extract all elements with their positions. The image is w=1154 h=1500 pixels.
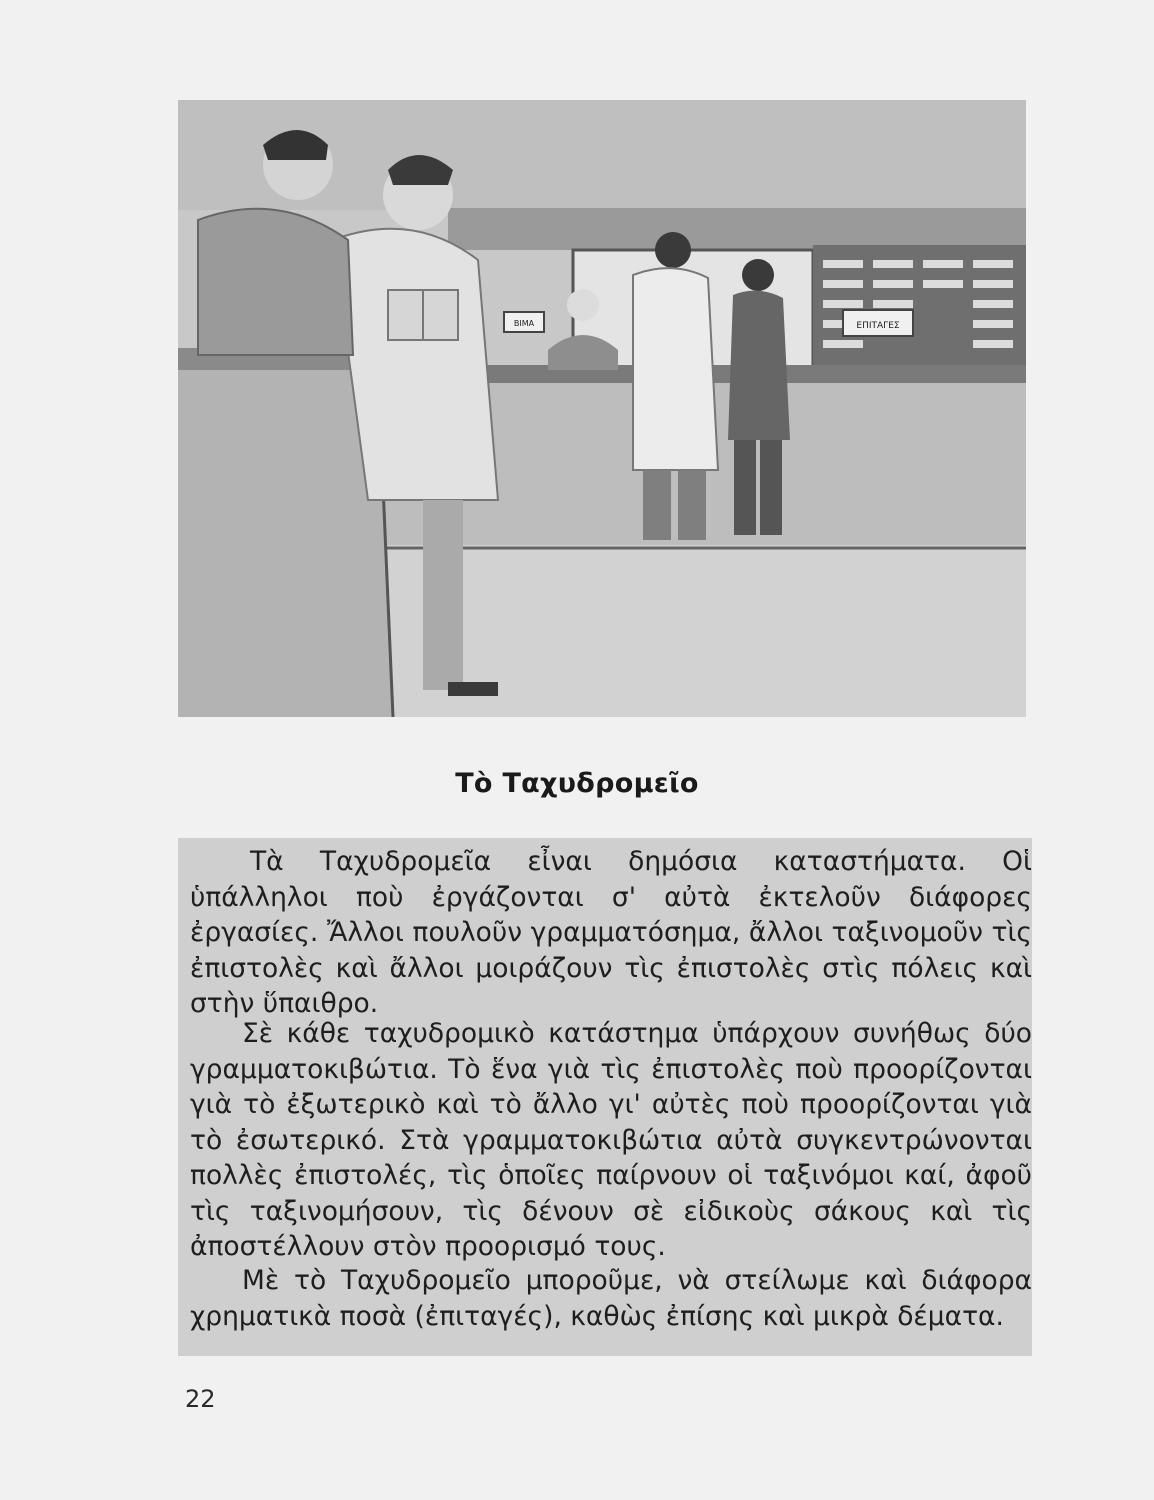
post-office-scene-icon bbox=[178, 100, 1026, 717]
sign-epitages: ΕΠΙΤΑΓΕΣ bbox=[856, 321, 900, 331]
paragraph-3: Μὲ τὸ Ταχυδρομεῖο μποροῦμε, νὰ στείλωμε καὶ διάφορα χρηματικὰ ποσὰ (ἐπιταγές), καθὼς ἐπίσης καὶ μικρὰ δέματα. bbox=[190, 1265, 1032, 1332]
paragraph-1: Τὰ Ταχυδρομεῖα εἶναι δημόσια καταστήματα. Οἱ ὑπάλληλοι ποὺ ἐργάζονται σ' αὐτὰ ἐκτελοῦν διάφορες ἐργασίες. Ἄλλοι πουλοῦν γραμματόσημα, ἄλλοι ταξινομοῦν τὶς ἐπιστολὲς καὶ ἄλλοι μοιράζουν τὶς ἐπιστολὲς στὶς πόλεις καὶ στὴν ὕπαιθρο. bbox=[190, 846, 1032, 1019]
paragraph-2: Σὲ κάθε ταχυδρομικὸ κατάστημα ὑπάρχουν συνήθως δύο γραμματοκιβώτια. Τὸ ἕνα γιὰ τὶς ἐπιστολὲς ποὺ προορίζονται γιὰ τὸ ἐξωτερικὸ καὶ τὸ ἄλλο γι' αὐτὲς ποὺ προορίζονται γιὰ τὸ ἐσωτερικό. Στὰ γραμματοκιβώτια αὐτὰ συγκεντρώνονται πολλὲς ἐπιστολές, τὶς ὁποῖες παίρνουν οἱ ταξινόμοι καί, ἀφοῦ τὶς ταξινομήσουν, τὶς δένουν σὲ εἰδικοὺς σάκους καὶ τὶς ἀποστέλλουν στὸν προορισμό τους. bbox=[190, 1018, 1032, 1262]
page-title: Τὸ Ταχυδρομεῖο bbox=[455, 768, 699, 799]
page-number: 22 bbox=[185, 1385, 216, 1413]
post-office-illustration bbox=[178, 100, 1026, 717]
sign-vima: ΒΙΜΑ bbox=[513, 319, 535, 328]
